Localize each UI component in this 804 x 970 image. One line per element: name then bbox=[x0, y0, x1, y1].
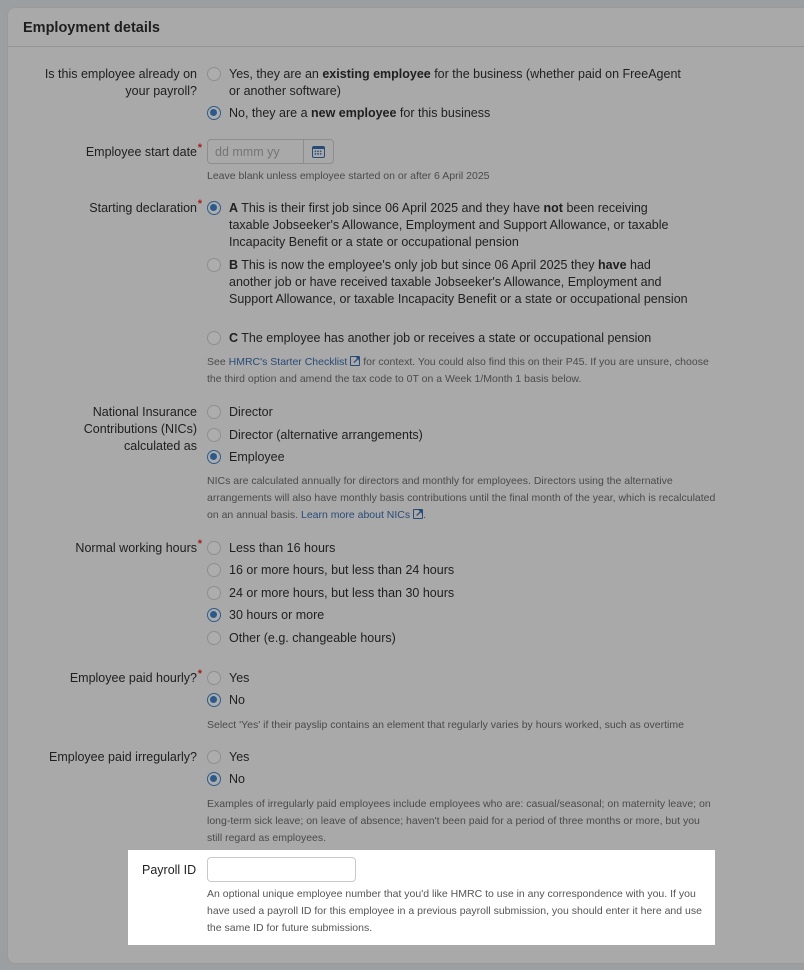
radio-hourly-no[interactable] bbox=[207, 692, 245, 709]
section-title: Employment details bbox=[23, 20, 160, 36]
starter-checklist-link[interactable]: HMRC's Starter Checklist bbox=[228, 356, 348, 368]
label-line: calculated as bbox=[124, 439, 197, 453]
starting-declaration-label bbox=[89, 198, 202, 217]
start-date-hint: Leave blank unless employee started on or after 6 April 2025 bbox=[207, 170, 490, 182]
radio-hourly-yes[interactable] bbox=[207, 670, 249, 687]
external-link-icon bbox=[413, 509, 423, 519]
radio-nics-employee[interactable] bbox=[207, 449, 285, 466]
start-date-input-group[interactable] bbox=[207, 139, 334, 164]
radio-hours-16-24[interactable] bbox=[207, 562, 454, 579]
radio-declaration-c[interactable] bbox=[207, 330, 689, 347]
calendar-icon bbox=[312, 146, 325, 158]
radio-existing-yes[interactable] bbox=[207, 66, 689, 100]
radio-button[interactable] bbox=[207, 671, 221, 685]
radio-nics-director-alt[interactable] bbox=[207, 427, 423, 444]
label-line: National Insurance bbox=[92, 405, 197, 419]
nics-label bbox=[84, 404, 197, 455]
radio-existing-no[interactable] bbox=[207, 105, 689, 122]
start-date-input[interactable] bbox=[208, 140, 303, 163]
option-label: 24 or more hours, but less than 30 hours bbox=[229, 586, 455, 600]
radio-button[interactable] bbox=[207, 67, 221, 81]
radio-irregular-yes[interactable] bbox=[207, 749, 249, 766]
option-label: 16 or more hours, but less than 24 hours bbox=[229, 563, 455, 577]
paid-irregularly-label bbox=[49, 749, 197, 766]
option-label: Yes bbox=[229, 671, 250, 685]
paid-hourly-label bbox=[69, 668, 202, 687]
radio-button[interactable] bbox=[207, 772, 221, 786]
radio-button[interactable] bbox=[207, 750, 221, 764]
radio-irregular-no[interactable] bbox=[207, 771, 245, 788]
irregular-hint: Examples of irregularly paid employees include employees who are: casual/seasonal; on maternity leave; on long-term sick leave; on leave of absence; haven't been paid for a period of three months or more, but you still regard as employees. bbox=[207, 798, 711, 844]
required-asterisk: * bbox=[197, 668, 202, 680]
label-text: Starting declaration bbox=[89, 201, 197, 215]
radio-nics-director[interactable] bbox=[207, 404, 273, 421]
radio-declaration-b[interactable] bbox=[207, 257, 689, 308]
radio-button[interactable] bbox=[207, 563, 221, 577]
existing-employee-label bbox=[45, 66, 197, 100]
radio-button[interactable] bbox=[207, 258, 221, 272]
payroll-id-label: Payroll ID bbox=[142, 863, 197, 877]
radio-button[interactable] bbox=[207, 608, 221, 622]
radio-button[interactable] bbox=[207, 586, 221, 600]
radio-button[interactable] bbox=[207, 428, 221, 442]
option-label: Yes, they are an existing employee for the business (whether paid on FreeAgent or another software) bbox=[229, 67, 681, 98]
label-line: your payroll? bbox=[125, 84, 197, 98]
required-asterisk: * bbox=[197, 538, 202, 550]
option-label: Other (e.g. changeable hours) bbox=[229, 631, 396, 645]
radio-button[interactable] bbox=[207, 541, 221, 555]
option-label: Director (alternative arrangements) bbox=[229, 428, 423, 442]
payroll-id-highlight bbox=[128, 850, 715, 945]
learn-more-nics-link[interactable]: Learn more about NICs bbox=[301, 509, 411, 521]
card-header bbox=[8, 8, 804, 47]
required-asterisk: * bbox=[197, 142, 202, 154]
label-text: Employee paid hourly? bbox=[69, 671, 197, 685]
required-asterisk: * bbox=[197, 198, 202, 210]
payroll-id-input[interactable] bbox=[207, 857, 356, 882]
radio-hours-24-30[interactable] bbox=[207, 585, 454, 602]
option-label: No bbox=[229, 772, 245, 786]
radio-button[interactable] bbox=[207, 201, 221, 215]
option-label: Less than 16 hours bbox=[229, 541, 336, 555]
label-line: Is this employee already on bbox=[44, 67, 197, 81]
label-text: Employee start date bbox=[85, 145, 197, 159]
radio-button[interactable] bbox=[207, 450, 221, 464]
hourly-hint: Select 'Yes' if their payslip contains an element that regularly varies by hours worked, such as overtime bbox=[207, 719, 684, 731]
option-label: A This is their first job since 06 April 2025 and they have not been receiving taxable Jobseeker's Allowance, Employment and Support Allowance, or taxable Incapacity Benefit or a state or occupational pension bbox=[229, 201, 669, 249]
declaration-hint: See HMRC's Starter Checklist↗ for context. You could also find this on their P45. If you are unsure, choose the third option and amend the tax code to 0T on a Week 1/Month 1 basis below. bbox=[207, 354, 717, 388]
option-label: 30 hours or more bbox=[229, 608, 325, 622]
working-hours-label bbox=[75, 538, 202, 557]
radio-button[interactable] bbox=[207, 693, 221, 707]
nics-hint: NICs are calculated annually for directors and monthly for employees. Directors using the alternative arrangements will also have monthly basis contributions until the final month of the year, which is recalculated on an annual basis. Learn more about NICs ↗ . bbox=[207, 473, 717, 524]
radio-button[interactable] bbox=[207, 405, 221, 419]
radio-hours-other[interactable] bbox=[207, 630, 396, 647]
radio-button[interactable] bbox=[207, 331, 221, 345]
option-label: B This is now the employee's only job but since 06 April 2025 they have had another job or have received taxable Jobseeker's Allowance, Employment and Support Allowance, or taxable Incapacity Benefit or a state or occupational pension bbox=[229, 258, 688, 306]
option-label: Yes bbox=[229, 750, 250, 764]
option-label: C The employee has another job or receives a state or occupational pension bbox=[229, 331, 652, 345]
option-label: No, they are a new employee for this business bbox=[229, 106, 491, 120]
radio-hours-lt16[interactable] bbox=[207, 540, 335, 557]
label-text: Employee paid irregularly? bbox=[49, 750, 197, 764]
radio-button[interactable] bbox=[207, 631, 221, 645]
start-date-label bbox=[85, 142, 202, 161]
radio-declaration-a[interactable] bbox=[207, 200, 689, 251]
option-label: Employee bbox=[229, 450, 285, 464]
payroll-id-hint: An optional unique employee number that you'd like HMRC to use in any correspondence with you. If you have used a payroll ID for this employee in a previous payroll submission, you should enter it here and use the same ID for future submissions. bbox=[207, 888, 702, 934]
label-text: Normal working hours bbox=[75, 541, 197, 555]
calendar-button[interactable] bbox=[303, 140, 333, 163]
label-line: Contributions (NICs) bbox=[83, 422, 197, 436]
option-label: No bbox=[229, 693, 245, 707]
option-label: Director bbox=[229, 405, 273, 419]
external-link-icon bbox=[350, 356, 360, 366]
radio-button[interactable] bbox=[207, 106, 221, 120]
radio-hours-30plus[interactable] bbox=[207, 607, 324, 624]
